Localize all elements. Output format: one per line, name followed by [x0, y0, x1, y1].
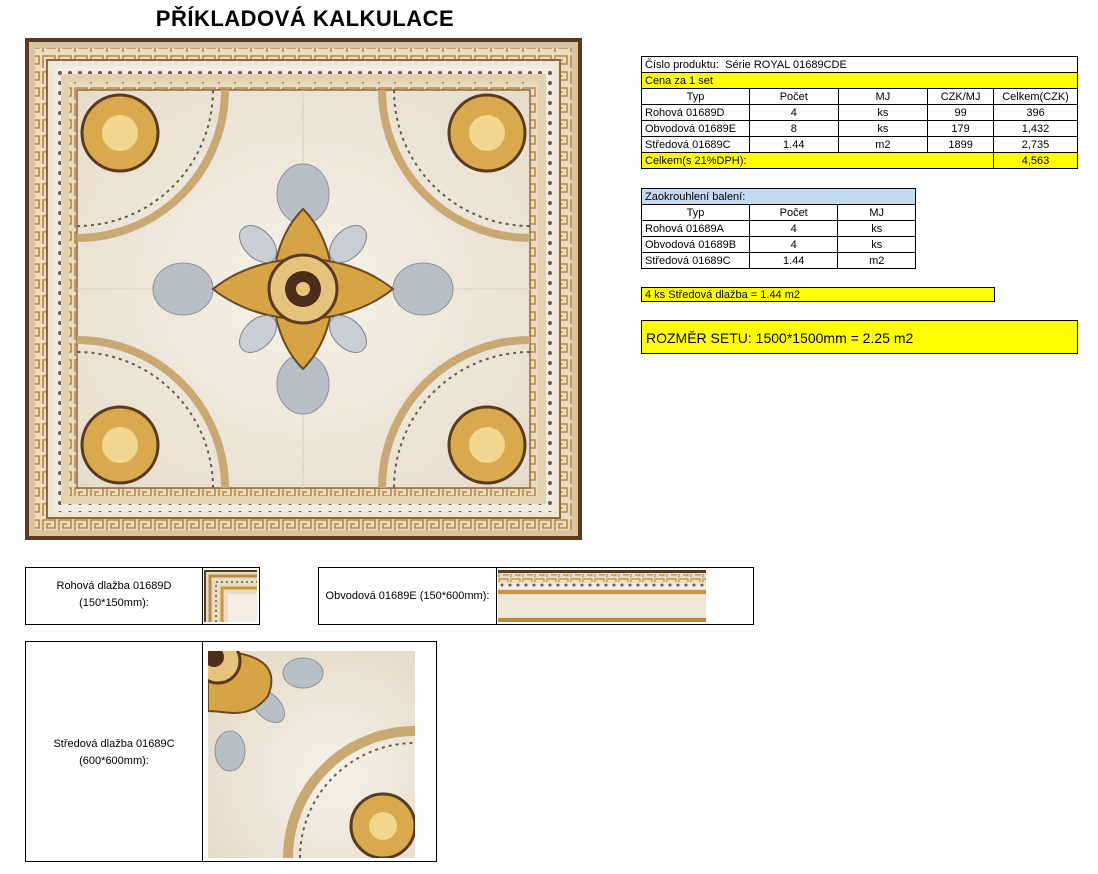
total-row — [642, 153, 1078, 169]
corner-tile-box — [25, 567, 260, 625]
set-size-note: ROZMĚR SETU: 1500*1500mm = 2.25 m2 — [641, 320, 1078, 354]
border-tile-image — [498, 570, 706, 622]
center-tile-label: Středová dlažba 01689C (600*600mm): — [53, 738, 175, 767]
tile-set-image — [25, 38, 582, 540]
price-per-set-label: Cena za 1 set — [642, 73, 1078, 89]
conversion-note: 4 ks Středová dlažba = 1.44 m2 — [641, 287, 995, 302]
total-value: 4,563 — [994, 153, 1078, 169]
table-header-row: Typ Počet MJ — [642, 205, 916, 221]
rounding-table — [641, 188, 916, 269]
corner-tile-label: Rohová dlažba 01689D (150*150mm): — [56, 580, 172, 609]
center-tile-box — [25, 641, 437, 862]
page-title: PŘÍKLADOVÁ KALKULACE — [155, 6, 455, 31]
rounding-title: Zaokrouhlení balení: — [642, 189, 916, 205]
corner-tile-image — [204, 570, 257, 622]
table-row: Rohová 01689D 4 ks 99 396 — [642, 105, 1078, 121]
table-row: Rohová 01689A 4 ks — [642, 221, 916, 237]
product-row: Číslo produktu: Série ROYAL 01689CDE — [642, 57, 1078, 73]
table-row: Obvodová 01689E 8 ks 179 1,432 — [642, 121, 1078, 137]
table-row: Středová 01689C 1.44 m2 1899 2,735 — [642, 137, 1078, 153]
border-tile-box — [318, 567, 754, 625]
table-row: Středová 01689C 1.44 m2 — [642, 253, 916, 269]
center-tile-image — [208, 651, 415, 858]
table-row: Obvodová 01689B 4 ks — [642, 237, 916, 253]
table-header-row: Typ Počet MJ CZK/MJ Celkem(CZK) — [642, 89, 1078, 105]
price-table — [641, 56, 1078, 169]
border-tile-label: Obvodová 01689E (150*600mm): — [325, 590, 490, 602]
total-label: Celkem(s 21%DPH): — [642, 153, 994, 169]
